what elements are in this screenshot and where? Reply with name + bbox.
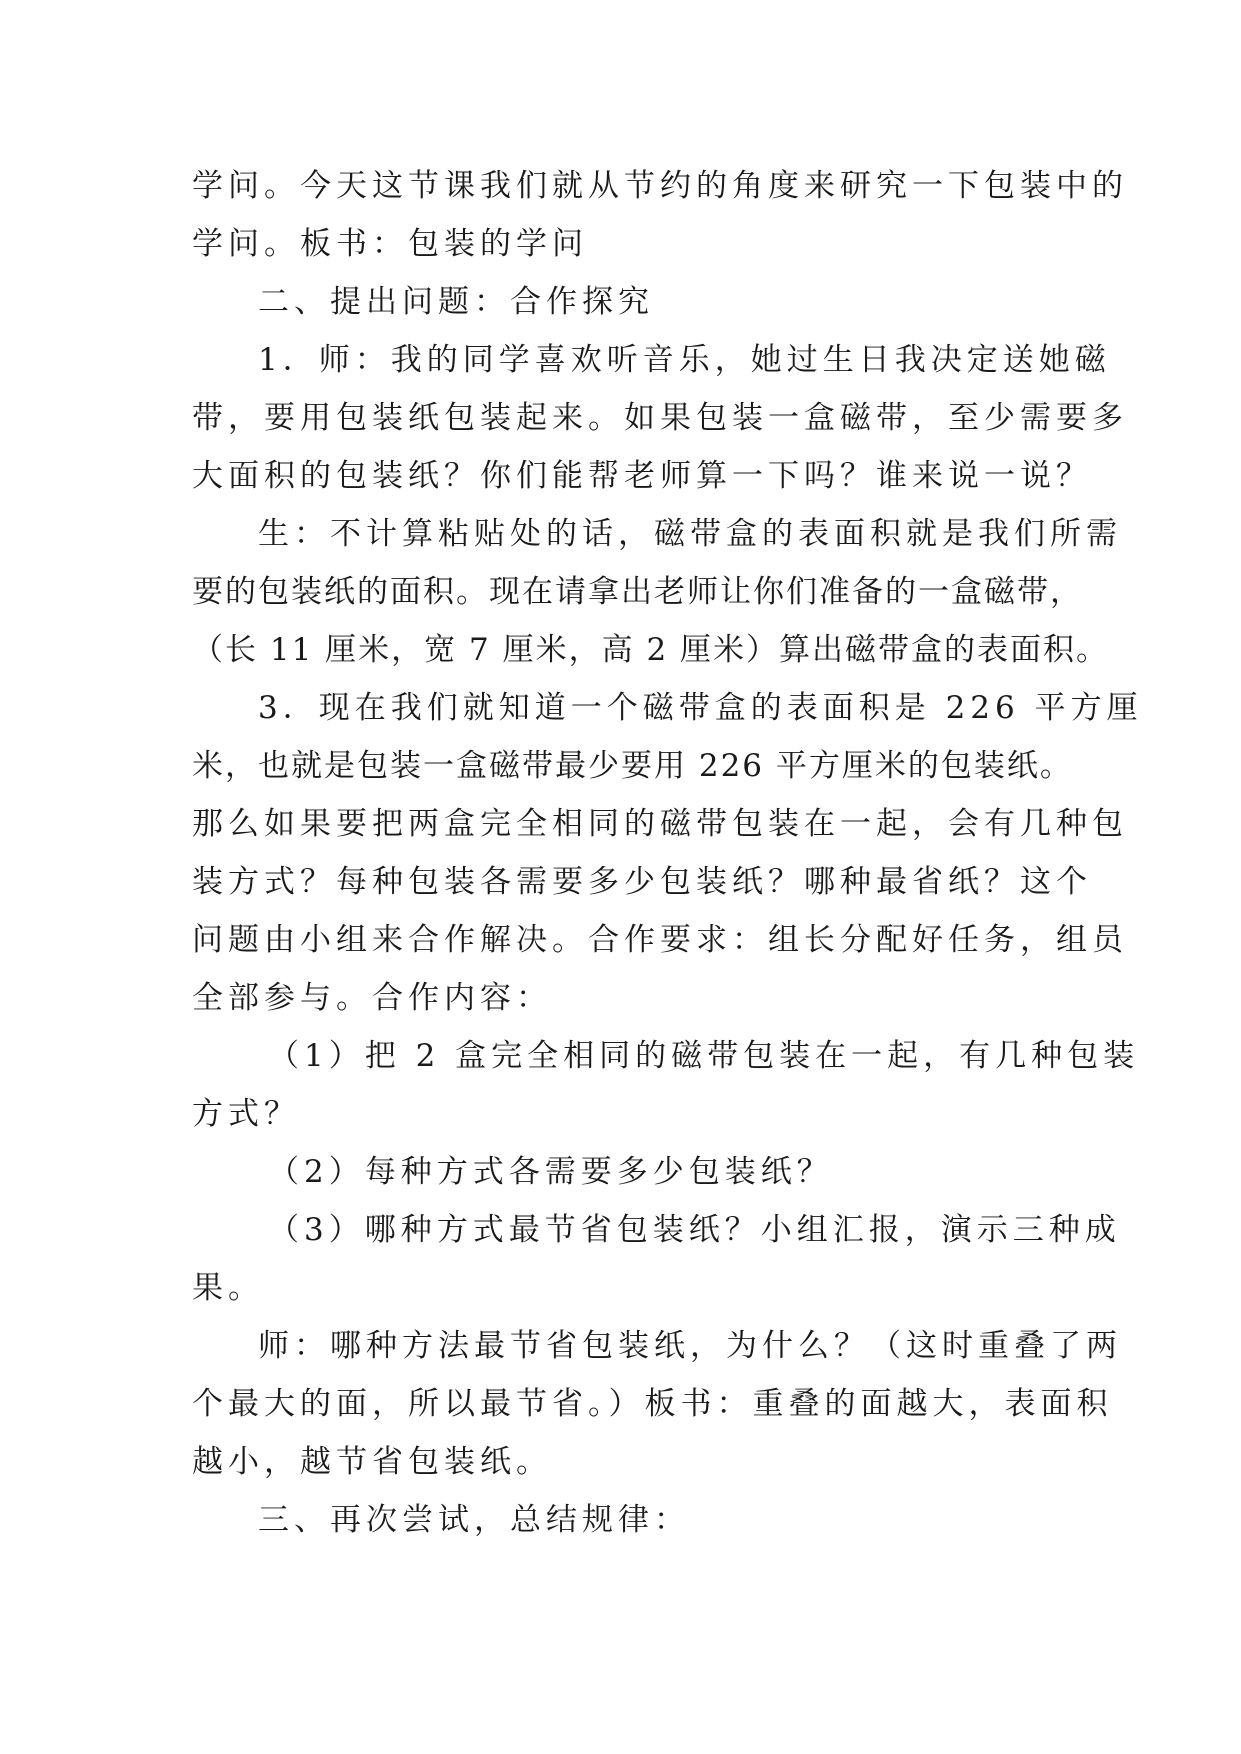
text-line: 大面积的包装纸？你们能帮老师算一下吗？谁来说一说？: [192, 458, 1092, 494]
text-line: 方式？: [192, 1096, 300, 1132]
text-line: 个最大的面，所以最节省。）板书：重叠的面越大，表面积: [192, 1386, 1113, 1422]
text-line: 师：哪种方法最节省包装纸，为什么？（这时重叠了两: [258, 1328, 1122, 1364]
list-item: （1）把 2 盒完全相同的磁带包装在一起，有几种包装: [268, 1038, 1140, 1074]
text-line: 带，要用包装纸包装起来。如果包装一盒磁带，至少需要多: [192, 400, 1128, 436]
text-line: 米，也就是包装一盒磁带最少要用 226 平方厘米的包装纸。: [192, 748, 1073, 784]
text-line: （长 11 厘米，宽 7 厘米，高 2 厘米）算出磁带盒的表面积。: [192, 632, 1110, 668]
text-line: 全部参与。合作内容：: [192, 980, 552, 1016]
text-line: 3．现在我们就知道一个磁带盒的表面积是 226 平方厘: [258, 690, 1143, 726]
section-heading: 二、提出问题：合作探究: [258, 284, 654, 320]
text-line: 1．师：我的同学喜欢听音乐，她过生日我决定送她磁: [258, 342, 1111, 378]
text-line: 学问。今天这节课我们就从节约的角度来研究一下包装中的: [192, 168, 1128, 204]
text-line: 要的包装纸的面积。现在请拿出老师让你们准备的一盒磁带，: [192, 574, 1083, 610]
text-line: 那么如果要把两盒完全相同的磁带包装在一起，会有几种包: [192, 806, 1128, 842]
text-line: 果。: [192, 1270, 264, 1306]
text-line: 越小，越节省包装纸。: [192, 1444, 552, 1480]
section-heading: 三、再次尝试，总结规律：: [258, 1502, 690, 1538]
text-line: 问题由小组来合作解决。合作要求：组长分配好任务，组员: [192, 922, 1128, 958]
text-line: 学问。板书：包装的学问: [192, 226, 588, 262]
list-item: （2）每种方式各需要多少包装纸？: [268, 1154, 833, 1190]
text-line: 生：不计算粘贴处的话，磁带盒的表面积就是我们所需: [258, 516, 1122, 552]
list-item: （3）哪种方式最节省包装纸？小组汇报，演示三种成: [268, 1212, 1121, 1248]
text-line: 装方式？每种包装各需要多少包装纸？哪种最省纸？这个: [192, 864, 1092, 900]
